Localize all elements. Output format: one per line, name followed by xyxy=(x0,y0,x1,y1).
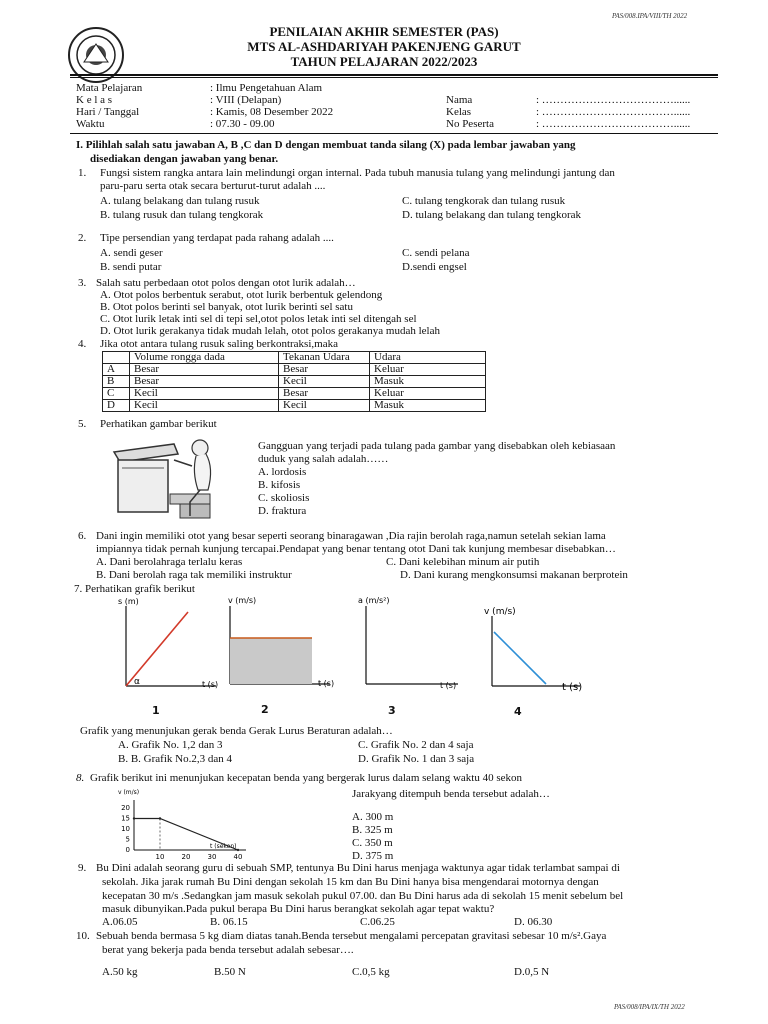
q2-number: 2. xyxy=(78,232,87,244)
q1-option-c[interactable]: C. tulang tengkorak dan tulang rusuk xyxy=(402,195,566,207)
chart-y-tick-label: 20 xyxy=(121,804,130,812)
q8-option-a[interactable]: A. 300 m xyxy=(352,811,394,823)
waktu-value: : 07.30 - 09.00 xyxy=(210,118,275,130)
table-header: Volume rongga dada xyxy=(130,352,279,364)
q3-option-b[interactable]: B. Otot polos berinti sel banyak, otot lurik berinti sel satu xyxy=(100,301,353,313)
q5-stem-line-1: Gangguan yang terjadi pada tulang pada gambar yang disebabkan oleh kebiasaan xyxy=(258,440,616,452)
q9-option-d[interactable]: D. 06.30 xyxy=(514,916,553,928)
q7-g1-ylabel: s (m) xyxy=(118,597,139,606)
table-cell: Besar xyxy=(279,364,370,376)
q6-number: 6. xyxy=(78,530,87,542)
q3-option-a[interactable]: A. Otot polos berbentuk serabut, otot lurik berbentuk gelendong xyxy=(100,289,383,301)
table-cell: Besar xyxy=(130,376,279,388)
q2-option-b[interactable]: B. sendi putar xyxy=(100,261,162,273)
table-cell: Kecil xyxy=(279,376,370,388)
table-cell: Kecil xyxy=(279,400,370,412)
q8-chart xyxy=(112,784,252,866)
q9-option-b[interactable]: B. 06.15 xyxy=(210,916,248,928)
q4-table xyxy=(102,351,486,412)
table-cell: Kecil xyxy=(130,388,279,400)
q2-option-d[interactable]: D.sendi engsel xyxy=(402,261,467,273)
chart-x-tick-label: 40 xyxy=(233,853,243,861)
chart-x-tick-label: 20 xyxy=(181,853,191,861)
posture-illustration xyxy=(104,432,234,522)
q5-option-a[interactable]: A. lordosis xyxy=(258,466,307,478)
mapel-label: Mata Pelajaran xyxy=(76,82,143,94)
q6-option-c[interactable]: C. Dani kelebihan minum air putih xyxy=(386,556,540,568)
q8-option-d[interactable]: D. 375 m xyxy=(352,850,394,862)
q8-option-c[interactable]: C. 350 m xyxy=(352,837,393,849)
table-row xyxy=(103,376,486,388)
q3-option-d[interactable]: D. Otot lurik gerakanya tidak mudah lelah, otot polos gerakanya mudah lelah xyxy=(100,325,440,337)
header-line-1: PENILAIAN AKHIR SEMESTER (PAS) xyxy=(269,24,499,39)
q9-line-1: Bu Dini adalah seorang guru di sebuah SMP, tentunya Bu Dini harus menjaga waktunya agar tidak terlambat sampai di xyxy=(96,862,620,874)
q7-graph-4 xyxy=(480,602,590,696)
q3-number: 3. xyxy=(78,277,87,289)
q9-number: 9. xyxy=(78,862,87,874)
chart-x-tick-label: 10 xyxy=(155,853,165,861)
instruction-line-1: I. Pilihlah salah satu jawaban A, B ,C dan D dengan membuat tanda silang (X) pada lembar jawaban yang xyxy=(76,139,576,151)
peserta-label: No Peserta xyxy=(446,118,494,130)
table-cell: C xyxy=(103,388,130,400)
q10-option-a[interactable]: A.50 kg xyxy=(102,966,138,978)
peserta-field[interactable]: : ………………………………...... xyxy=(536,118,691,130)
q7-option-b[interactable]: B. B. Grafik No.2,3 dan 4 xyxy=(118,753,232,765)
q7-graph-label-2: 2 xyxy=(261,703,269,716)
q7-option-a[interactable]: A. Grafik No. 1,2 dan 3 xyxy=(118,739,223,751)
q7-g2-xlabel: t (s) xyxy=(318,679,335,688)
q7-stem: Grafik yang menunjukan gerak benda Gerak Lurus Beraturan adalah… xyxy=(80,725,393,737)
table-cell: B xyxy=(103,376,130,388)
q9-option-c[interactable]: C.06.25 xyxy=(360,916,395,928)
chart-y-tick-label: 0 xyxy=(125,846,130,854)
q6-line-2: impiannya tidak pernah kunjung tercapai.Pendapat yang benar tentang otot Dani tak kunjung membesar disebabkan… xyxy=(96,543,616,555)
q5-number: 5. xyxy=(78,418,87,430)
q5-stem-line-2: duduk yang salah adalah…… xyxy=(258,453,389,465)
chart-xlabel: t (sekon) xyxy=(210,843,237,850)
table-header-row xyxy=(103,352,486,364)
q9-line-4: masuk dibunyikan.Pada pukul berapa Bu Dini harus berangkat sekolah agar tepat waktu? xyxy=(102,903,495,915)
table-header: Tekanan Udara xyxy=(279,352,370,364)
q8-option-b[interactable]: B. 325 m xyxy=(352,824,393,836)
header-line-3: TAHUN PELAJARAN 2022/2023 xyxy=(290,54,478,69)
q7-g1-xlabel: t (s) xyxy=(202,680,219,689)
hari-value: : Kamis, 08 Desember 2022 xyxy=(210,106,334,118)
q7-option-c[interactable]: C. Grafik No. 2 dan 4 saja xyxy=(358,739,474,751)
q7-g4-ylabel: v (m/s) xyxy=(484,607,516,617)
nama-label: Nama xyxy=(446,94,473,106)
kelas-field-label: Kelas xyxy=(446,106,472,118)
table-cell: Keluar xyxy=(370,364,486,376)
hari-label: Hari / Tanggal xyxy=(76,106,140,118)
q7-graph-label-3: 3 xyxy=(388,704,396,717)
q8-text: Grafik berikut ini menunjukan kecepatan benda yang bergerak lurus dalam selang waktu 40 sekon xyxy=(90,772,523,784)
q5-option-d[interactable]: D. fraktura xyxy=(258,505,307,517)
q7-graph-label-1: 1 xyxy=(152,704,160,717)
q7-graph-1 xyxy=(112,594,222,696)
q5-option-c[interactable]: C. skoliosis xyxy=(258,492,310,504)
mapel-value: : Ilmu Pengetahuan Alam xyxy=(210,82,323,94)
kelas-value: : VIII (Delapan) xyxy=(210,94,282,106)
q2-option-a[interactable]: A. sendi geser xyxy=(100,247,163,259)
q10-option-d[interactable]: D.0,5 N xyxy=(514,966,550,978)
q9-line-3: kecepatan 30 m/s .Sedangkan jam masuk sekolah pukul 07.00. dan Bu Dini harus ada di sekolah 15 menit sebelum bel xyxy=(102,890,624,902)
table-row xyxy=(103,388,486,400)
header-line-2: MTS AL-ASHDARIYAH PAKENJENG GARUT xyxy=(247,39,521,54)
doc-code-top: PAS/008.IPA/VIII/TH 2022 xyxy=(612,12,688,20)
table-row xyxy=(103,400,486,412)
chart-y-tick-label: 10 xyxy=(121,825,130,833)
q10-line-2: berat yang bekerja pada benda tersebut adalah sebesar…. xyxy=(102,944,354,956)
kelas-label: K e l a s xyxy=(76,94,113,106)
q1-number: 1. xyxy=(78,167,87,179)
q1-option-b[interactable]: B. tulang rusuk dan tulang tengkorak xyxy=(100,209,264,221)
nama-field[interactable]: : ………………………………...... xyxy=(536,94,691,106)
chart-ylabel: v (m/s) xyxy=(118,789,140,796)
q6-line-1: Dani ingin memiliki otot yang besar seperti seorang binaragawan ,Dia rajin berolah raga,namun setelah sekian lama xyxy=(96,530,606,542)
header-divider xyxy=(70,74,718,76)
q7-g3-xlabel: t (s) xyxy=(440,681,457,690)
q10-option-b[interactable]: B.50 N xyxy=(214,966,246,978)
table-row xyxy=(103,364,486,376)
chart-y-tick-label: 5 xyxy=(125,835,130,844)
q3-option-c[interactable]: C. Otot lurik letak inti sel di tepi sel,otot polos letak inti sel ditengah sel xyxy=(100,313,417,325)
chart-point xyxy=(159,817,161,819)
q1-line-2: paru-paru serta otak secara berturut-turut adalah .... xyxy=(100,180,326,192)
instruction-line-2: disediakan dengan jawaban yang benar. xyxy=(90,153,279,165)
q2-option-c[interactable]: C. sendi pelana xyxy=(402,247,470,259)
info-divider xyxy=(70,133,718,134)
table-cell: Besar xyxy=(279,388,370,400)
table-cell: D xyxy=(103,400,130,412)
doc-code-bottom: PAS/008/IPA/IX/TH 2022 xyxy=(614,1003,685,1011)
q7-option-d[interactable]: D. Grafik No. 1 dan 3 saja xyxy=(358,753,475,765)
chart-y-tick-label: 15 xyxy=(121,814,130,823)
q1-line-1: Fungsi sistem rangka antara lain melindungi organ internal. Pada tubuh manusia tulang yang melindungi jantung dan xyxy=(100,167,615,179)
waktu-label: Waktu xyxy=(76,118,105,130)
kelas-field[interactable]: : ………………………………...... xyxy=(536,106,691,118)
table-cell: A xyxy=(103,364,130,376)
q8-number: 8. xyxy=(76,772,85,784)
q2-text: Tipe persendian yang terdapat pada rahang adalah .... xyxy=(100,232,334,244)
table-cell: Kecil xyxy=(130,400,279,412)
chart-point xyxy=(133,817,135,819)
q7-g3-ylabel: a (m/s²) xyxy=(358,596,390,605)
q8-stem: Jarakyang ditempuh benda tersebut adalah… xyxy=(352,788,550,800)
q10-line-1: Sebuah benda bermasa 5 kg diam diatas tanah.Benda tersebut mengalami percepatan gravitasi sebesar 10 m/s².Gaya xyxy=(96,930,607,942)
q7-graph-3 xyxy=(354,594,464,696)
table-cell: Masuk xyxy=(370,400,486,412)
q9-option-a[interactable]: A.06.05 xyxy=(102,916,138,928)
q7-g1-angle: α xyxy=(134,677,140,687)
q10-number: 10. xyxy=(76,930,90,942)
q4-number: 4. xyxy=(78,338,87,350)
table-cell: Masuk xyxy=(370,376,486,388)
table-cell: Besar xyxy=(130,364,279,376)
chart-x-tick-label: 30 xyxy=(207,853,217,861)
table-cell: Keluar xyxy=(370,388,486,400)
q9-line-2: sekolah. Jika jarak rumah Bu Dini dengan sekolah 15 km dan Bu Dini hanya bisa mengendarai motornya dengan xyxy=(102,876,599,888)
table-header: Udara xyxy=(370,352,486,364)
q4-text: Jika otot antara tulang rusuk saling berkontraksi,maka xyxy=(100,338,338,350)
q3-text: Salah satu perbedaan otot polos dengan otot lurik adalah… xyxy=(96,277,356,289)
chart-point xyxy=(237,849,239,851)
q6-option-b[interactable]: B. Dani berolah raga tak memiliki instruktur xyxy=(96,569,292,581)
q7-g2-ylabel: v (m/s) xyxy=(228,596,257,605)
q7-graph-label-4: 4 xyxy=(514,705,522,718)
q1-option-d[interactable]: D. tulang belakang dan tulang tengkorak xyxy=(402,209,582,221)
q5-text: Perhatikan gambar berikut xyxy=(100,418,217,430)
q7-text: 7. Perhatikan grafik berikut xyxy=(74,583,195,595)
header-divider-thin xyxy=(70,77,718,78)
q7-graph-2 xyxy=(218,594,336,694)
q1-option-a[interactable]: A. tulang belakang dan tulang rusuk xyxy=(100,195,260,207)
q6-option-d[interactable]: D. Dani kurang mengkonsumsi makanan berprotein xyxy=(400,569,628,581)
q10-option-c[interactable]: C.0,5 kg xyxy=(352,966,390,978)
q6-option-a[interactable]: A. Dani berolahraga terlalu keras xyxy=(96,556,243,568)
q5-option-b[interactable]: B. kifosis xyxy=(258,479,301,491)
q7-g4-xlabel: t (s) xyxy=(562,682,583,693)
table-header xyxy=(103,352,130,364)
